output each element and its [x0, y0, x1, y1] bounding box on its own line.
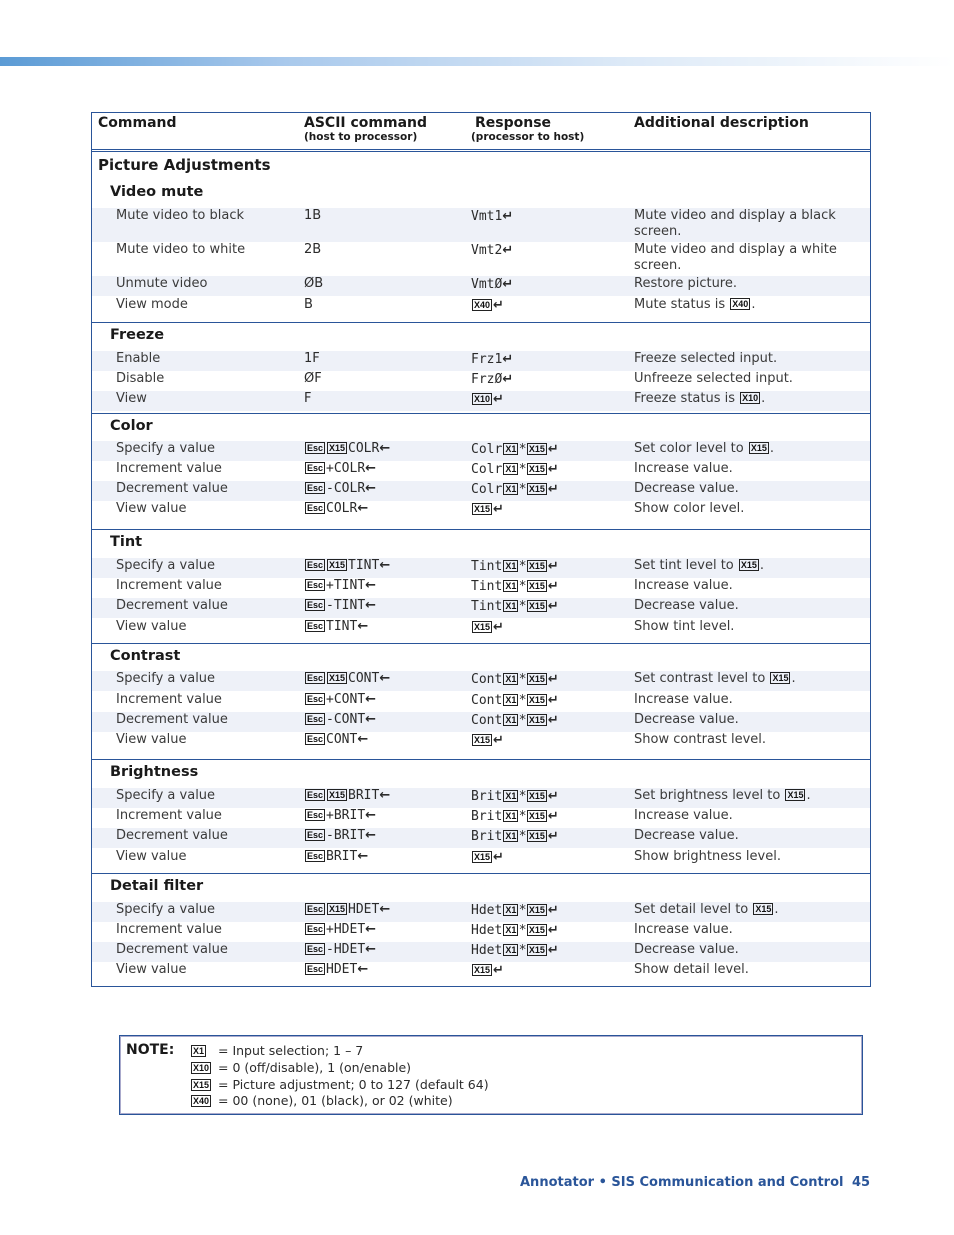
row-description: Increase value. — [634, 922, 733, 937]
table-row — [92, 276, 870, 296]
table-row — [92, 788, 870, 808]
section-divider — [92, 759, 870, 760]
table-row — [92, 671, 870, 691]
row-ascii: Esc X15 COLR← — [307, 441, 391, 456]
row-description: Set detail level to X15 . — [634, 902, 779, 917]
row-ascii: Esc X15 TINT← — [307, 558, 391, 573]
table-row — [92, 942, 870, 962]
row-description: Increase value. — [634, 808, 733, 823]
row-description: Show brightness level. — [634, 849, 781, 864]
row-ascii: 2B — [304, 242, 322, 257]
row-response: X10 ↵ — [474, 392, 504, 407]
table-row — [92, 208, 870, 242]
row-response: Brit X1 * X15 ↵ — [471, 809, 559, 824]
footer-title: Annotator • SIS Communication and Control — [520, 1175, 844, 1190]
command-table — [91, 112, 871, 987]
row-ascii: Esc -HDET← — [307, 942, 377, 957]
row-description: Decrease value. — [634, 481, 739, 496]
row-description: Set contrast level to X15 . — [634, 671, 796, 686]
section-tint: Tint — [110, 534, 143, 550]
row-command: Increment value — [116, 922, 222, 937]
table-row — [92, 441, 870, 461]
row-description: Set tint level to X15 . — [634, 558, 765, 573]
row-ascii: Esc -CONT← — [307, 712, 377, 727]
row-response: Tint X1 * X15 ↵ — [471, 559, 559, 574]
row-command: View value — [116, 619, 187, 634]
row-description: Set brightness level to X15 . — [634, 788, 811, 803]
row-response: Frz1↵ — [471, 352, 514, 367]
row-command: Unmute video — [116, 276, 208, 291]
row-description: Mute video and display a white screen. — [634, 242, 837, 273]
row-command: View value — [116, 732, 187, 747]
row-ascii: ØB — [304, 276, 324, 291]
note-line: X40 = 00 (none), 01 (black), or 02 (white) — [193, 1093, 453, 1108]
section-freeze: Freeze — [110, 327, 165, 343]
top-accent-bar — [0, 57, 954, 66]
row-description: Decrease value. — [634, 828, 739, 843]
row-description: Show detail level. — [634, 962, 749, 977]
row-description: Mute video and display a black screen. — [634, 208, 836, 239]
table-row — [92, 297, 870, 317]
row-description: Freeze selected input. — [634, 351, 778, 366]
row-command: Increment value — [116, 578, 222, 593]
row-command: Increment value — [116, 692, 222, 707]
row-ascii: Esc TINT← — [307, 619, 369, 634]
header-response-sub: (processor to host) — [471, 131, 585, 143]
row-description: Increase value. — [634, 692, 733, 707]
row-ascii: Esc X15 CONT← — [307, 671, 391, 686]
row-command: Specify a value — [116, 902, 216, 917]
table-row — [92, 619, 870, 639]
page-number: 45 — [852, 1175, 871, 1190]
row-command: Decrement value — [116, 712, 228, 727]
row-response: Colr X1 * X15 ↵ — [471, 482, 559, 497]
section-contrast: Contrast — [110, 648, 181, 664]
row-ascii: 1F — [304, 351, 320, 366]
row-response: Tint X1 * X15 ↵ — [471, 599, 559, 614]
row-command: Specify a value — [116, 558, 216, 573]
row-description: Increase value. — [634, 578, 733, 593]
row-ascii: Esc -COLR← — [307, 481, 377, 496]
row-command: Decrement value — [116, 942, 228, 957]
row-description: Decrease value. — [634, 712, 739, 727]
row-response: X40 ↵ — [474, 298, 504, 313]
row-description: Increase value. — [634, 461, 733, 476]
row-ascii: Esc +CONT← — [307, 692, 377, 707]
row-description: Show tint level. — [634, 619, 735, 634]
row-description: Mute status is X40 . — [634, 297, 756, 312]
table-row — [92, 391, 870, 411]
row-ascii: Esc HDET← — [307, 962, 369, 977]
section-divider — [92, 643, 870, 644]
row-ascii: Esc -TINT← — [307, 598, 377, 613]
table-title: Picture Adjustments — [98, 156, 271, 174]
row-command: Specify a value — [116, 671, 216, 686]
row-ascii: Esc X15 BRIT← — [307, 788, 391, 803]
row-ascii: 1B — [304, 208, 322, 223]
section-divider — [92, 413, 870, 414]
header-command: Command — [98, 115, 177, 131]
table-row — [92, 692, 870, 712]
table-row — [92, 598, 870, 618]
table-row — [92, 712, 870, 732]
row-ascii: Esc +TINT← — [307, 578, 377, 593]
row-command: Specify a value — [116, 441, 216, 456]
row-command: View value — [116, 849, 187, 864]
row-ascii: B — [304, 297, 313, 312]
note-line: X1 = Input selection; 1 – 7 — [193, 1043, 364, 1058]
row-response: Vmt2↵ — [471, 243, 514, 258]
table-row — [92, 558, 870, 578]
table-row — [92, 481, 870, 501]
row-description: Decrease value. — [634, 942, 739, 957]
row-response: FrzØ↵ — [471, 372, 514, 387]
row-description: Set color level to X15 . — [634, 441, 775, 456]
row-response: Brit X1 * X15 ↵ — [471, 829, 559, 844]
row-command: Mute video to white — [116, 242, 246, 257]
row-description: Show color level. — [634, 501, 745, 516]
row-response: X15 ↵ — [474, 850, 504, 865]
row-response: VmtØ↵ — [471, 277, 514, 292]
section-divider — [92, 873, 870, 874]
row-response: Brit X1 * X15 ↵ — [471, 789, 559, 804]
row-response: Hdet X1 * X15 ↵ — [471, 943, 559, 958]
row-description: Restore picture. — [634, 276, 737, 291]
row-description: Unfreeze selected input. — [634, 371, 793, 386]
row-response: Cont X1 * X15 ↵ — [471, 713, 559, 728]
row-response: Cont X1 * X15 ↵ — [471, 672, 559, 687]
row-description: Decrease value. — [634, 598, 739, 613]
row-command: Mute video to black — [116, 208, 245, 223]
table-header — [92, 113, 870, 150]
row-ascii: ØF — [304, 371, 322, 386]
row-response: Colr X1 * X15 ↵ — [471, 462, 559, 477]
row-command: View mode — [116, 297, 188, 312]
row-command: View value — [116, 501, 187, 516]
row-response: X15 ↵ — [474, 620, 504, 635]
note-line: X10 = 0 (off/disable), 1 (on/enable) — [193, 1060, 412, 1075]
row-ascii: Esc BRIT← — [307, 849, 369, 864]
note-label: NOTE: — [126, 1042, 175, 1058]
note-box — [119, 1035, 863, 1115]
row-description: Freeze status is X10 . — [634, 391, 766, 406]
note-line: X15 = Picture adjustment; 0 to 127 (default 64) — [193, 1077, 489, 1092]
section-detail-filter: Detail filter — [110, 878, 204, 894]
section-brightness: Brightness — [110, 764, 199, 780]
row-ascii: Esc COLR← — [307, 501, 369, 516]
row-ascii: Esc X15 HDET← — [307, 902, 391, 917]
table-row — [92, 501, 870, 521]
section-divider — [92, 322, 870, 323]
row-response: Tint X1 * X15 ↵ — [471, 579, 559, 594]
row-command: View value — [116, 962, 187, 977]
table-row — [92, 849, 870, 869]
row-response: Vmt1↵ — [471, 209, 514, 224]
row-description: Show contrast level. — [634, 732, 767, 747]
table-row — [92, 732, 870, 752]
row-response: Hdet X1 * X15 ↵ — [471, 923, 559, 938]
header-ascii: ASCII command — [304, 115, 428, 131]
row-command: Increment value — [116, 461, 222, 476]
row-response: X15 ↵ — [474, 733, 504, 748]
section-color: Color — [110, 418, 153, 434]
row-command: Specify a value — [116, 788, 216, 803]
header-response: Response — [475, 115, 552, 131]
table-row — [92, 828, 870, 848]
row-ascii: Esc +HDET← — [307, 922, 377, 937]
row-response: X15 ↵ — [474, 502, 504, 517]
row-command: Increment value — [116, 808, 222, 823]
table-row — [92, 578, 870, 598]
section-video-mute: Video mute — [110, 184, 204, 200]
section-divider — [92, 529, 870, 530]
row-ascii: Esc CONT← — [307, 732, 369, 747]
table-row — [92, 242, 870, 276]
row-response: X15 ↵ — [474, 963, 504, 978]
table-row — [92, 461, 870, 481]
row-command: Disable — [116, 371, 165, 386]
row-command: View — [116, 391, 147, 406]
table-row — [92, 902, 870, 922]
row-ascii: Esc -BRIT← — [307, 828, 377, 843]
header-additional: Additional description — [634, 115, 809, 131]
table-row — [92, 962, 870, 982]
row-response: Cont X1 * X15 ↵ — [471, 693, 559, 708]
header-ascii-sub: (host to processor) — [304, 131, 418, 143]
row-command: Decrement value — [116, 828, 228, 843]
row-command: Enable — [116, 351, 161, 366]
table-row — [92, 808, 870, 828]
table-row — [92, 922, 870, 942]
row-response: Hdet X1 * X15 ↵ — [471, 903, 559, 918]
row-command: Decrement value — [116, 481, 228, 496]
row-command: Decrement value — [116, 598, 228, 613]
table-row — [92, 351, 870, 371]
header-double-rule — [92, 151, 870, 152]
row-ascii: F — [304, 391, 312, 406]
table-row — [92, 371, 870, 391]
row-response: Colr X1 * X15 ↵ — [471, 442, 559, 457]
row-ascii: Esc +BRIT← — [307, 808, 377, 823]
row-ascii: Esc +COLR← — [307, 461, 377, 476]
